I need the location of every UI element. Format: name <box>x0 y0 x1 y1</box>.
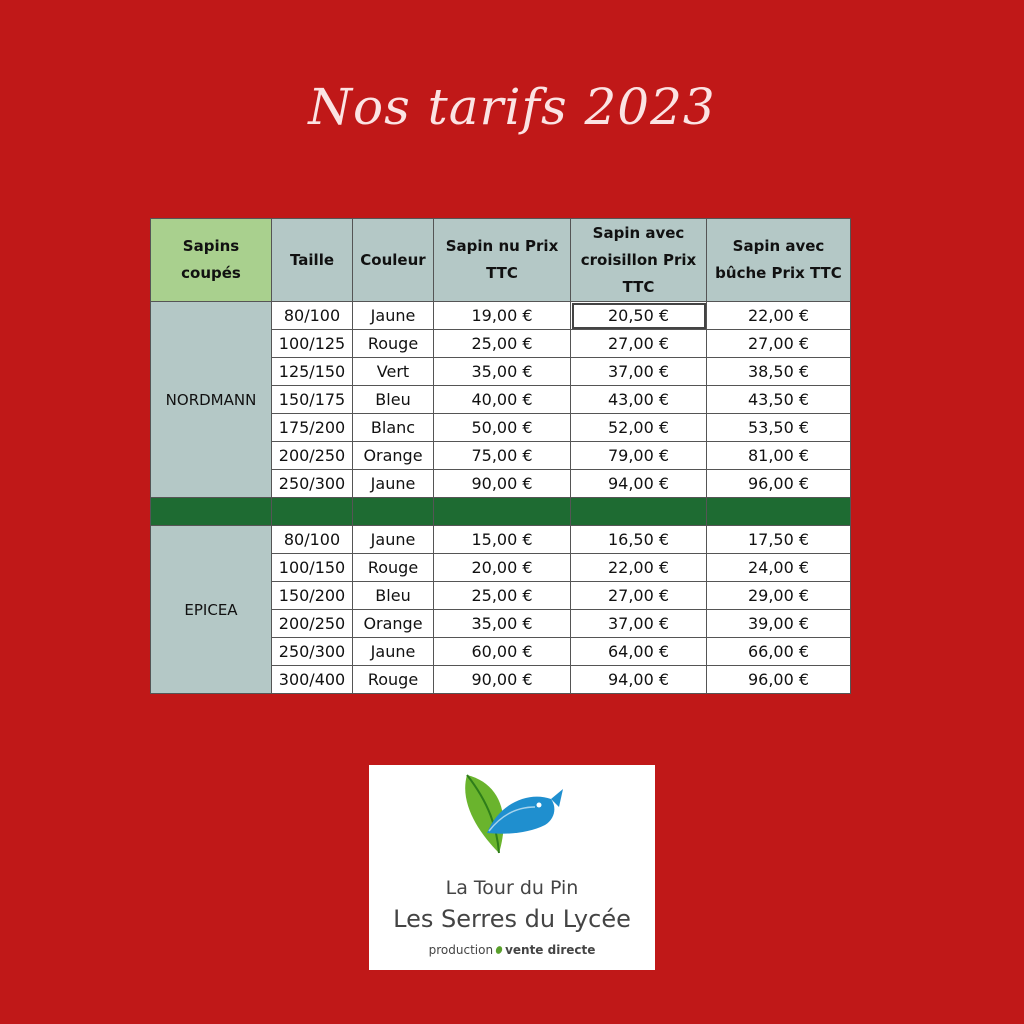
table-cell: Jaune <box>353 470 434 498</box>
leaf-dot-icon <box>495 945 504 955</box>
table-cell: Bleu <box>353 582 434 610</box>
table-cell: 250/300 <box>272 470 353 498</box>
separator-cell <box>272 498 353 526</box>
separator-cell <box>571 498 707 526</box>
table-cell: 29,00 € <box>707 582 851 610</box>
column-header: Sapins coupés <box>151 219 272 302</box>
table-cell: 250/300 <box>272 638 353 666</box>
table-cell: 22,00 € <box>571 554 707 582</box>
separator-cell <box>151 498 272 526</box>
table-cell: Jaune <box>353 302 434 330</box>
table-cell: 37,00 € <box>571 610 707 638</box>
table-cell: 150/175 <box>272 386 353 414</box>
table-cell: 17,50 € <box>707 526 851 554</box>
table-cell: 25,00 € <box>434 582 571 610</box>
table-cell: 38,50 € <box>707 358 851 386</box>
table-cell: 39,00 € <box>707 610 851 638</box>
page-title: Nos tarifs 2023 <box>308 78 716 136</box>
table-cell: 66,00 € <box>707 638 851 666</box>
table-cell: 35,00 € <box>434 610 571 638</box>
table-cell: Jaune <box>353 526 434 554</box>
table-cell: 60,00 € <box>434 638 571 666</box>
separator-cell <box>434 498 571 526</box>
company-logo <box>369 765 655 970</box>
table-cell: 90,00 € <box>434 470 571 498</box>
table-cell: Jaune <box>353 638 434 666</box>
column-header: Sapin avec croisillon Prix TTC <box>571 219 707 302</box>
tagline-vente-directe: vente directe <box>505 943 596 957</box>
table-cell: Rouge <box>353 666 434 694</box>
table-cell: 64,00 € <box>571 638 707 666</box>
table-cell: 20,50 € <box>571 302 707 330</box>
table-header-row <box>151 219 851 302</box>
separator-cell <box>707 498 851 526</box>
table-cell: 27,00 € <box>571 330 707 358</box>
column-header: Taille <box>272 219 353 302</box>
table-cell: 150/200 <box>272 582 353 610</box>
table-cell: 22,00 € <box>707 302 851 330</box>
table-cell: 125/150 <box>272 358 353 386</box>
species-cell: EPICEA <box>151 526 272 694</box>
table-cell: 200/250 <box>272 610 353 638</box>
logo-line-1: La Tour du Pin <box>445 877 579 899</box>
table-cell: 50,00 € <box>434 414 571 442</box>
table-cell: 80/100 <box>272 526 353 554</box>
table-cell: 94,00 € <box>571 666 707 694</box>
table-cell: 100/150 <box>272 554 353 582</box>
table-cell: 15,00 € <box>434 526 571 554</box>
table-cell: 175/200 <box>272 414 353 442</box>
table-cell: Vert <box>353 358 434 386</box>
table-cell: 79,00 € <box>571 442 707 470</box>
column-header: Sapin nu Prix TTC <box>434 219 571 302</box>
logo-tagline <box>369 943 655 957</box>
price-table <box>150 218 851 694</box>
table-cell: 75,00 € <box>434 442 571 470</box>
table-cell: 100/125 <box>272 330 353 358</box>
logo-line-2: Les Serres du Lycée <box>393 905 631 933</box>
table-cell: 40,00 € <box>434 386 571 414</box>
table-cell: 53,50 € <box>707 414 851 442</box>
species-cell: NORDMANN <box>151 302 272 498</box>
tagline-production: production <box>428 943 494 957</box>
table-cell: 52,00 € <box>571 414 707 442</box>
table-row <box>151 302 851 330</box>
table-cell: 20,00 € <box>434 554 571 582</box>
table-cell: Bleu <box>353 386 434 414</box>
separator-cell <box>353 498 434 526</box>
table-cell: 16,50 € <box>571 526 707 554</box>
table-cell: 27,00 € <box>571 582 707 610</box>
table-cell: 35,00 € <box>434 358 571 386</box>
table-row <box>151 526 851 554</box>
table-cell: 96,00 € <box>707 666 851 694</box>
column-header: Couleur <box>353 219 434 302</box>
table-cell: Blanc <box>353 414 434 442</box>
table-cell: 24,00 € <box>707 554 851 582</box>
table-cell: 19,00 € <box>434 302 571 330</box>
table-cell: Orange <box>353 610 434 638</box>
separator-row <box>151 498 851 526</box>
table-cell: 200/250 <box>272 442 353 470</box>
table-cell: 43,00 € <box>571 386 707 414</box>
table-cell: Orange <box>353 442 434 470</box>
leaf-fish-logo-icon <box>459 773 565 863</box>
table-cell: 25,00 € <box>434 330 571 358</box>
table-cell: Rouge <box>353 554 434 582</box>
table-cell: Rouge <box>353 330 434 358</box>
table-cell: 81,00 € <box>707 442 851 470</box>
table-cell: 300/400 <box>272 666 353 694</box>
table-cell: 94,00 € <box>571 470 707 498</box>
table-cell: 80/100 <box>272 302 353 330</box>
table-cell: 43,50 € <box>707 386 851 414</box>
table-cell: 96,00 € <box>707 470 851 498</box>
column-header: Sapin avec bûche Prix TTC <box>707 219 851 302</box>
table-cell: 90,00 € <box>434 666 571 694</box>
table-cell: 37,00 € <box>571 358 707 386</box>
table-cell: 27,00 € <box>707 330 851 358</box>
